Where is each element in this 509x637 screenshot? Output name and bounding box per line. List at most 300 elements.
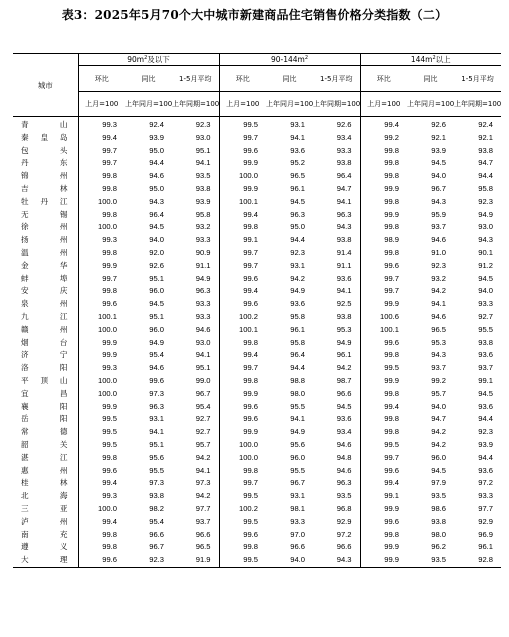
index-value-cell: 99.8 [360, 157, 407, 170]
index-value-cell: 96.7 [431, 183, 446, 193]
index-value-cell: 99.3 [78, 117, 125, 132]
city-name: 桂林 [21, 478, 68, 488]
index-value-cell: 100.0 [78, 324, 125, 337]
index-value-cell: 94.1 [195, 158, 211, 168]
index-value-cell: 99.7 [360, 273, 407, 286]
index-value-cell: 99.8 [78, 452, 125, 465]
index-value-cell: 99.7 [219, 260, 266, 273]
index-value-cell: 94.5 [149, 299, 164, 309]
index-value-cell: 96.7 [290, 478, 305, 488]
index-value-cell: 94.7 [478, 158, 493, 168]
index-value-cell: 94.4 [149, 158, 164, 168]
table-row [13, 375, 501, 388]
index-value-cell: 92.1 [478, 132, 493, 142]
index-value-cell: 99.2 [360, 132, 407, 145]
index-value-cell: 99.9 [360, 541, 407, 554]
index-value-cell: 99.8 [360, 196, 407, 209]
index-value-cell: 94.6 [431, 311, 446, 321]
index-value-cell: 99.5 [78, 426, 125, 439]
index-value-cell: 92.9 [336, 516, 352, 526]
index-value-cell: 99.1 [360, 490, 407, 503]
index-value-cell: 99.8 [360, 221, 407, 234]
index-value-cell: 100.0 [78, 388, 125, 401]
index-value-cell: 92.6 [431, 120, 446, 129]
table-row [13, 541, 501, 554]
table-row [13, 260, 501, 273]
index-value-cell: 96.0 [149, 286, 164, 296]
index-value-cell: 93.7 [431, 363, 446, 373]
city-name: 赣州 [21, 324, 68, 334]
index-value-cell: 95.4 [149, 350, 164, 360]
index-value-cell: 94.1 [336, 286, 352, 296]
index-value-cell: 99.8 [360, 413, 407, 426]
index-value-cell: 97.3 [149, 478, 164, 488]
col-header-yoy: 同比 [125, 66, 172, 92]
index-value-cell: 93.7 [431, 222, 446, 232]
index-value-cell: 96.3 [336, 209, 352, 219]
table-row [13, 452, 501, 465]
table-row [13, 170, 501, 183]
table-row [13, 349, 501, 362]
city-name: 泉州 [21, 299, 68, 309]
index-value-cell: 99.7 [219, 132, 266, 145]
table-row [13, 439, 501, 452]
index-value-cell: 94.0 [478, 286, 493, 296]
index-value-cell: 93.9 [431, 145, 446, 155]
city-name: 牡丹江 [21, 196, 68, 206]
table-row [13, 362, 501, 375]
index-value-cell: 99.7 [360, 285, 407, 298]
index-value-cell: 99.0 [195, 375, 211, 385]
city-name: 九江 [21, 311, 68, 321]
index-value-cell: 92.6 [336, 120, 352, 129]
index-value-cell: 92.7 [478, 311, 493, 321]
index-value-cell: 99.9 [360, 375, 407, 388]
index-value-cell: 92.6 [149, 260, 164, 270]
col-header-mom: 环比 [360, 66, 407, 92]
index-value-cell: 93.3 [195, 311, 211, 321]
index-value-cell: 99.6 [219, 298, 266, 311]
index-value-cell: 100.0 [219, 439, 266, 452]
index-value-cell: 97.0 [290, 529, 305, 539]
col-header-mom: 环比 [78, 66, 125, 92]
col-header-yoy: 同比 [407, 66, 454, 92]
index-value-cell: 100.1 [219, 196, 266, 209]
index-value-cell: 93.8 [195, 183, 211, 193]
index-value-cell: 93.8 [478, 145, 493, 155]
index-value-cell: 97.7 [195, 503, 211, 513]
city-name: 烟台 [21, 337, 68, 347]
index-value-cell: 100.6 [360, 311, 407, 324]
index-value-cell: 99.9 [360, 298, 407, 311]
index-value-cell: 96.3 [336, 478, 352, 488]
index-value-cell: 93.1 [290, 120, 305, 129]
index-value-cell: 99.5 [78, 413, 125, 426]
index-value-cell: 99.8 [219, 465, 266, 478]
index-value-cell: 93.0 [478, 222, 493, 232]
table-row [13, 209, 501, 222]
index-value-cell: 92.3 [478, 196, 493, 206]
index-value-cell: 96.0 [431, 452, 446, 462]
index-value-cell: 99.8 [78, 529, 125, 542]
index-value-cell: 93.6 [290, 299, 305, 309]
table-row [13, 285, 501, 298]
index-value-cell: 100.0 [219, 170, 266, 183]
table-row [13, 221, 501, 234]
city-name: 安庆 [21, 286, 68, 296]
index-value-cell: 99.8 [219, 221, 266, 234]
index-value-cell: 95.6 [149, 452, 164, 462]
index-value-cell: 99.9 [78, 337, 125, 350]
index-value-cell: 94.3 [478, 235, 493, 245]
index-value-cell: 94.6 [149, 171, 164, 181]
index-value-cell: 99.9 [78, 260, 125, 273]
column-header-row [13, 66, 501, 92]
index-value-cell: 96.6 [195, 529, 211, 539]
index-value-cell: 97.2 [478, 478, 493, 488]
index-value-cell: 94.8 [336, 452, 352, 462]
index-value-cell: 92.3 [431, 260, 446, 270]
index-value-cell: 99.8 [360, 170, 407, 183]
base-header-avg: 上年同期=100 [454, 92, 501, 117]
index-value-cell: 95.5 [290, 465, 305, 475]
index-value-cell: 99.1 [478, 375, 493, 385]
index-value-cell: 95.0 [149, 183, 164, 193]
table-row [13, 311, 501, 324]
index-value-cell: 93.1 [290, 260, 305, 270]
index-value-cell: 94.5 [478, 388, 493, 398]
index-value-cell: 96.6 [149, 529, 164, 539]
index-value-cell: 94.9 [290, 286, 305, 296]
city-name: 襄阳 [21, 401, 68, 411]
index-value-cell: 95.0 [290, 222, 305, 232]
table-row [13, 183, 501, 196]
index-value-cell: 94.2 [195, 491, 211, 501]
index-value-cell: 93.4 [336, 427, 352, 437]
index-value-cell: 99.9 [360, 209, 407, 222]
index-value-cell: 100.1 [360, 324, 407, 337]
index-value-cell: 95.5 [290, 401, 305, 411]
index-value-cell: 99.6 [219, 529, 266, 542]
index-value-cell: 99.8 [360, 349, 407, 362]
table-row [13, 465, 501, 478]
index-value-cell: 98.0 [290, 388, 305, 398]
index-value-cell: 96.2 [431, 542, 446, 552]
index-value-cell: 99.6 [219, 413, 266, 426]
index-value-cell: 93.3 [195, 235, 211, 245]
index-value-cell: 94.0 [431, 401, 446, 411]
index-value-cell: 99.9 [360, 554, 407, 567]
table-row [13, 554, 501, 567]
index-value-cell: 100.0 [78, 375, 125, 388]
table-row [13, 388, 501, 401]
table-row [13, 247, 501, 260]
index-value-cell: 94.9 [149, 337, 164, 347]
city-name: 惠州 [21, 465, 68, 475]
index-value-cell: 94.5 [431, 158, 446, 168]
index-value-cell: 99.5 [219, 117, 266, 132]
table-row [13, 490, 501, 503]
index-value-cell: 92.3 [125, 554, 172, 567]
index-value-cell: 95.4 [195, 401, 211, 411]
index-value-cell: 94.9 [478, 209, 493, 219]
col-header-avg: 1-5月平均 [313, 66, 360, 92]
index-value-cell: 94.1 [195, 465, 211, 475]
table-row [13, 324, 501, 337]
index-value-cell: 94.9 [195, 273, 211, 283]
index-value-cell: 93.1 [149, 414, 164, 424]
index-value-cell: 100.2 [219, 503, 266, 516]
city-name: 宜昌 [21, 388, 68, 398]
index-value-cell: 94.6 [431, 235, 446, 245]
index-value-cell: 99.8 [360, 388, 407, 401]
index-value-cell: 94.5 [290, 196, 305, 206]
col-header-avg: 1-5月平均 [454, 66, 501, 92]
index-value-cell: 93.6 [478, 350, 493, 360]
index-value-cell: 99.9 [219, 388, 266, 401]
index-value-cell: 94.3 [336, 222, 352, 232]
table-row [13, 196, 501, 209]
index-value-cell: 92.3 [478, 427, 493, 437]
index-value-cell: 96.0 [149, 324, 164, 334]
index-value-cell: 94.3 [431, 196, 446, 206]
index-value-cell: 94.5 [336, 401, 352, 411]
index-value-cell: 100.0 [219, 452, 266, 465]
city-name: 岳阳 [21, 414, 68, 424]
index-value-cell: 92.4 [149, 120, 164, 129]
city-name: 湛江 [21, 452, 68, 462]
index-value-cell: 95.3 [431, 337, 446, 347]
index-value-cell: 93.7 [478, 363, 493, 373]
index-value-cell: 99.7 [219, 247, 266, 260]
index-value-cell: 94.3 [149, 196, 164, 206]
city-name: 大理 [13, 554, 78, 567]
city-name: 蚌埠 [21, 273, 68, 283]
index-value-cell: 92.5 [336, 299, 352, 309]
index-value-cell: 99.3 [78, 490, 125, 503]
table-row [13, 401, 501, 414]
index-value-cell: 93.3 [336, 145, 352, 155]
index-value-cell: 99.7 [219, 362, 266, 375]
col-header-mom: 环比 [219, 66, 266, 92]
index-value-cell: 92.1 [431, 132, 446, 142]
index-value-cell: 95.6 [290, 439, 305, 449]
index-value-cell: 92.0 [149, 247, 164, 257]
index-value-cell: 94.6 [149, 363, 164, 373]
index-value-cell: 99.6 [360, 260, 407, 273]
index-value-cell: 96.1 [478, 542, 493, 552]
index-value-cell: 93.0 [195, 337, 211, 347]
index-value-cell: 99.8 [78, 183, 125, 196]
index-value-cell: 96.1 [290, 183, 305, 193]
index-value-cell: 99.9 [78, 349, 125, 362]
index-value-cell: 96.5 [195, 542, 211, 552]
index-value-cell: 94.1 [195, 350, 211, 360]
index-value-cell: 96.8 [336, 503, 352, 513]
index-value-cell: 95.0 [149, 145, 164, 155]
table-row [13, 234, 501, 247]
index-value-cell: 94.5 [431, 465, 446, 475]
city-name: 徐州 [21, 222, 68, 232]
index-value-cell: 95.8 [290, 311, 305, 321]
index-value-cell: 93.8 [336, 235, 352, 245]
index-value-cell: 99.6 [78, 298, 125, 311]
index-value-cell: 99.8 [78, 209, 125, 222]
index-value-cell: 93.3 [478, 299, 493, 309]
index-value-cell: 99.9 [78, 401, 125, 414]
index-value-cell: 95.8 [195, 209, 211, 219]
base-header-mom: 上月=100 [360, 92, 407, 117]
index-value-cell: 100.0 [78, 196, 125, 209]
city-name: 平顶山 [21, 375, 68, 385]
index-value-cell: 94.5 [478, 273, 493, 283]
index-value-cell: 95.2 [290, 158, 305, 168]
index-value-cell: 94.1 [431, 299, 446, 309]
index-value-cell: 99.9 [219, 183, 266, 196]
index-value-cell: 96.6 [336, 542, 352, 552]
index-value-cell: 99.6 [360, 337, 407, 350]
index-value-cell: 93.9 [195, 196, 211, 206]
index-value-cell: 94.9 [336, 337, 352, 347]
index-value-cell: 95.4 [149, 516, 164, 526]
index-value-cell: 95.1 [149, 439, 164, 449]
index-value-cell: 97.3 [195, 478, 211, 488]
table-row [13, 516, 501, 529]
base-header-avg: 上年同期=100 [313, 92, 360, 117]
index-value-cell: 90.1 [478, 247, 493, 257]
table-row [13, 477, 501, 490]
index-value-cell: 95.8 [290, 337, 305, 347]
index-value-cell: 94.4 [478, 452, 493, 462]
index-value-cell: 96.5 [431, 324, 446, 334]
city-name: 三亚 [21, 503, 68, 513]
index-value-cell: 98.7 [336, 375, 352, 385]
city-name: 遵义 [21, 542, 68, 552]
index-value-cell: 99.7 [360, 452, 407, 465]
index-value-cell: 100.2 [219, 311, 266, 324]
index-value-cell: 96.4 [290, 350, 305, 360]
index-value-cell: 91.0 [431, 247, 446, 257]
index-value-cell: 99.8 [360, 145, 407, 158]
index-value-cell: 99.6 [219, 273, 266, 286]
index-value-cell: 93.5 [407, 554, 454, 567]
index-value-cell: 96.4 [149, 209, 164, 219]
index-value-cell: 95.1 [149, 311, 164, 321]
index-value-cell: 98.8 [290, 375, 305, 385]
index-value-cell: 93.6 [478, 401, 493, 411]
table-row [13, 132, 501, 145]
index-value-cell: 92.7 [195, 414, 211, 424]
table-row [13, 413, 501, 426]
city-column-header: 城市 [13, 54, 78, 117]
index-value-cell: 99.9 [219, 157, 266, 170]
city-name: 韶关 [21, 439, 68, 449]
index-value-cell: 94.2 [431, 286, 446, 296]
city-name: 洛阳 [21, 363, 68, 373]
index-value-cell: 93.5 [336, 491, 352, 501]
city-name: 泸州 [21, 516, 68, 526]
index-value-cell: 99.6 [78, 465, 125, 478]
index-value-cell: 95.9 [431, 209, 446, 219]
index-value-cell: 91.1 [336, 260, 352, 270]
index-value-cell: 100.0 [78, 221, 125, 234]
city-name: 秦皇岛 [21, 132, 68, 142]
index-value-cell: 99.4 [219, 209, 266, 222]
index-value-cell: 93.6 [290, 145, 305, 155]
base-header-mom: 上月=100 [219, 92, 266, 117]
index-value-cell: 99.4 [360, 117, 407, 132]
index-value-cell: 98.6 [431, 503, 446, 513]
index-value-cell: 94.3 [313, 554, 360, 567]
index-value-cell: 99.6 [360, 465, 407, 478]
index-value-cell: 96.5 [290, 171, 305, 181]
city-name: 北海 [21, 491, 68, 501]
index-value-cell: 94.0 [266, 554, 313, 567]
index-value-cell: 93.4 [336, 132, 352, 142]
index-value-cell: 99.8 [78, 285, 125, 298]
index-value-cell: 99.8 [219, 541, 266, 554]
index-value-cell: 93.9 [149, 132, 164, 142]
index-value-cell: 93.8 [478, 337, 493, 347]
index-value-cell: 99.4 [78, 132, 125, 145]
index-value-cell: 92.8 [454, 554, 501, 567]
index-value-cell: 99.6 [360, 516, 407, 529]
index-value-cell: 96.7 [195, 388, 211, 398]
index-value-cell: 91.4 [336, 247, 352, 257]
index-value-cell: 93.7 [195, 516, 211, 526]
index-value-cell: 98.9 [360, 234, 407, 247]
table-row [13, 298, 501, 311]
index-value-cell: 99.3 [78, 362, 125, 375]
index-value-cell: 93.6 [478, 465, 493, 475]
index-value-cell: 94.4 [478, 171, 493, 181]
index-value-cell: 93.9 [478, 439, 493, 449]
index-value-cell: 95.1 [195, 363, 211, 373]
city-name: 南充 [21, 529, 68, 539]
index-value-cell: 94.1 [290, 132, 305, 142]
index-value-cell: 99.8 [219, 375, 266, 388]
index-value-cell: 96.6 [336, 388, 352, 398]
table-row [13, 426, 501, 439]
index-value-cell: 99.3 [78, 234, 125, 247]
index-value-cell: 96.1 [290, 324, 305, 334]
table-row [13, 503, 501, 516]
index-value-cell: 96.3 [149, 401, 164, 411]
index-value-cell: 95.7 [195, 439, 211, 449]
index-value-cell: 99.6 [78, 554, 125, 567]
index-value-cell: 90.9 [195, 247, 211, 257]
city-name: 扬州 [21, 235, 68, 245]
index-value-cell: 92.4 [478, 120, 493, 129]
index-value-cell: 93.2 [195, 222, 211, 232]
index-value-cell: 91.9 [172, 554, 219, 567]
index-value-cell: 94.4 [290, 235, 305, 245]
index-value-cell: 100.0 [78, 503, 125, 516]
index-value-cell: 95.3 [336, 324, 352, 334]
index-value-cell: 93.5 [431, 491, 446, 501]
index-value-cell: 92.3 [195, 120, 211, 129]
index-value-cell: 99.9 [219, 426, 266, 439]
index-value-cell: 93.8 [431, 516, 446, 526]
index-value-cell: 91.2 [478, 260, 493, 270]
base-header-yoy: 上年同月=100 [407, 92, 454, 117]
index-value-cell: 93.5 [195, 171, 211, 181]
index-value-cell: 93.0 [195, 132, 211, 142]
index-value-cell: 98.1 [290, 503, 305, 513]
base-header-yoy: 上年同月=100 [125, 92, 172, 117]
index-value-cell: 99.6 [219, 145, 266, 158]
index-value-cell: 94.7 [336, 183, 352, 193]
